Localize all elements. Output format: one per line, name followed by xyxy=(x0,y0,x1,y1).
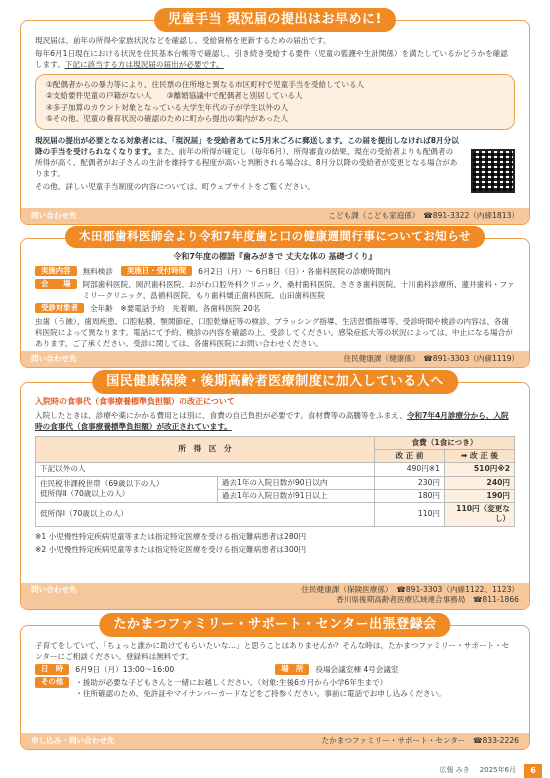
section-title: 児童手当 現況届の提出はお早めに! xyxy=(154,8,396,32)
contact-label: 申し込み・問い合わせ先 xyxy=(31,735,115,745)
column-header: 改 正 前 xyxy=(375,450,445,463)
fee-table xyxy=(35,436,515,527)
section-title: 木田郡歯科医師会より令和7年度歯と口の健康週間行事についてお知らせ xyxy=(65,226,485,248)
tag: 実施日・受付時間 xyxy=(121,266,192,277)
contact-bar xyxy=(21,208,529,224)
page-footer xyxy=(0,764,550,778)
info-row: その他 ・援助が必要な子どもさんと一緒にお越しください。（対象:生後6カ月から小学6年生まで） ・住所確認のため、免許証やマイナンバーカードなどをご持参ください。事前に電話でお申し込みください。 xyxy=(35,677,515,699)
tag: 受診対象者 xyxy=(35,303,84,314)
list-item: ①配偶者からの暴力等により、住民票の住所地と異なる市区町村で児童手当を受給している人 xyxy=(46,80,365,89)
family-support-section xyxy=(20,617,530,750)
footnote: ※2 小児慢性特定疾病児童等または指定特定医療を受ける指定難病患者は300円 xyxy=(35,544,307,554)
contact-value: こども課（こども家庭係） ☎891-3322（内線1813） xyxy=(328,210,519,220)
section-title: たかまつファミリー・サポート・センター出張登録会 xyxy=(99,613,450,637)
info-row: 受診対象者 全年齢 ※要電話予約 先着順、各歯科医院 20名 xyxy=(35,303,515,314)
table-row: 住民税非課税世帯（69歳以下の人） 低所得Ⅱ（70歳以上の人） 過去1年の入院日数が90日以内 230円 240円 xyxy=(36,476,515,489)
meal-intro: 入院したときは、診療や薬にかかる費用とは別に、食費の自己負担が必要です。食材費等の高騰等をふまえ、令和7年4月診療分から、入院時の食事代（食事療養標準負担額）が改正されています。 xyxy=(35,410,509,431)
info-row: 実施内容 無料検診 実施日・受付時間 6月2日（月）～ 6月8日（日）・各歯科医院の診療時間内 xyxy=(35,266,515,277)
website-text: その他、詳しい児童手当制度の内容については、町ウェブサイトをご覧ください。 xyxy=(35,181,315,191)
tag: 会 場 xyxy=(35,279,77,290)
tag: その他 xyxy=(35,677,69,688)
contact-value: 香川県後期高齢者医療広域連合事務局 ☎811-1866 xyxy=(336,595,519,605)
contact-bar xyxy=(21,351,529,367)
requirement-text: 毎年6月1日現在における状況を住民基本台帳等で確認し、引き続き受給する要件（児童の監護や生計関係）を満たしているかどうかを確認します。下記に該当する方は現況届の届出が必要です。 xyxy=(35,49,508,69)
contact-value: たかまつファミリー・サポート・センター ☎833-2226 xyxy=(321,735,519,745)
contact-bar xyxy=(21,583,529,609)
column-header: ➡ 改 正 後 xyxy=(445,450,515,463)
family-intro: 子育てをしていて、「ちょっと誰かに助けてもらいたいな…」と思うことはありませんか？そんな時は、たかまつファミリー・サポート・センターにご相談ください。登録料は無料です。 xyxy=(35,641,510,661)
slogan: 令和7年度の標語『歯みがきで 丈夫な体の 基礎づくり』 xyxy=(173,252,377,261)
section-title: 国民健康保険・後期高齢者医療制度に加入している人へ xyxy=(92,370,458,394)
tag: 実施内容 xyxy=(35,266,77,277)
subheading: 入院時の食事代（食事療養標準負担額）の改正について xyxy=(35,397,235,406)
dental-body: 虫歯（う蝕）、歯周疾患、口腔粘膜、顎関節症、口腔乾燥症等の検診、ブラッシング指導、生活習慣指導等、受診時間や検診の内容は、各歯科医院によって異なります。電話にて予約、検診の内容を確認の上、受診してください。感染症拡大等の状況によっては、中止になる場合があります。ご了承ください。受診に関しては、各歯科医院にお問い合わせください。 xyxy=(35,316,513,348)
contact-label: 問い合わせ先 xyxy=(31,585,77,594)
condition-list xyxy=(35,74,515,130)
contact-label: 問い合わせ先 xyxy=(31,210,77,220)
table-row: 下記以外の人 490円※1 510円※2 xyxy=(36,463,515,476)
list-item: ④多子加算のカウント対象となっている大学生年代の子が学生以外の人 xyxy=(46,102,289,112)
list-item: ②支給要件児童の戸籍がない人 ③離婚協議中で配偶者と別居している人 xyxy=(46,91,303,101)
page-number: 6 xyxy=(524,764,542,778)
info-row xyxy=(35,664,515,675)
tag: 日 時 xyxy=(35,664,69,675)
event-date: 6月9日（月）13:00～16:00 xyxy=(75,665,175,674)
notice-text: 現況届の提出が必要となる対象者には、「現況届」を受給者あてに5月末ごろに郵送します。この届を提出しなければ8月分以降の手当を受けられなくなります。また、前年の所得が確定し（毎年6月）、所得審査の結果、現在の受給者よりも配偶者の所得が高く、配偶者がお子さんの生計を維持する程度が高いと判断される場合は、8月分以降の受給者が変更となる場合があります。 xyxy=(35,135,459,178)
contact-value: 住民健康課（健康係） ☎891-3303（内線1119） xyxy=(343,353,519,363)
column-header: 所 得 区 分 xyxy=(36,436,375,463)
column-header: 食費（1食につき） xyxy=(375,436,515,449)
child-allowance-section xyxy=(20,12,530,225)
table-row: 低所得Ⅰ（70歳以上の人） 110円 110円（変更なし） xyxy=(36,503,515,527)
publisher-name: 広報 みき xyxy=(439,766,470,775)
insurance-section xyxy=(20,374,530,610)
issue-date: 2025年6月 xyxy=(479,766,516,775)
table-row: 過去1年の入院日数が91日以上 180円 190円 xyxy=(36,489,515,502)
contact-label: 問い合わせ先 xyxy=(31,353,77,363)
contact-value: 住民健康課（保険医療係） ☎891-3303（内線1122、1123） xyxy=(301,585,519,594)
tag: 場 所 xyxy=(275,664,309,675)
qr-code-icon[interactable] xyxy=(471,149,515,193)
intro-text: 現況届は、前年の所得や家族状況などを確認し、受給資格を更新するための届出です。 xyxy=(35,36,331,45)
event-place: 役場会議室棟 4号会議室 xyxy=(315,665,399,674)
contact-bar xyxy=(21,733,529,749)
list-item: ⑤その他、児童の養育状況の確認のために町から提出の案内があった人 xyxy=(46,114,289,124)
dental-section xyxy=(20,229,530,368)
info-row: 会 場 阿部歯科医院、岡沢歯科医院、おがわ口腔外科クリニック、桑村歯科医院、ささき歯科医院、十川歯科診療所、蓮井歯科・ファミリークリニック、畠循科医院、もり歯科矯正歯科医院、山田歯科医院 xyxy=(35,279,515,301)
footnote: ※1 小児慢性特定疾病児童等または指定特定医療を受ける指定難病患者は280円 xyxy=(35,531,307,541)
